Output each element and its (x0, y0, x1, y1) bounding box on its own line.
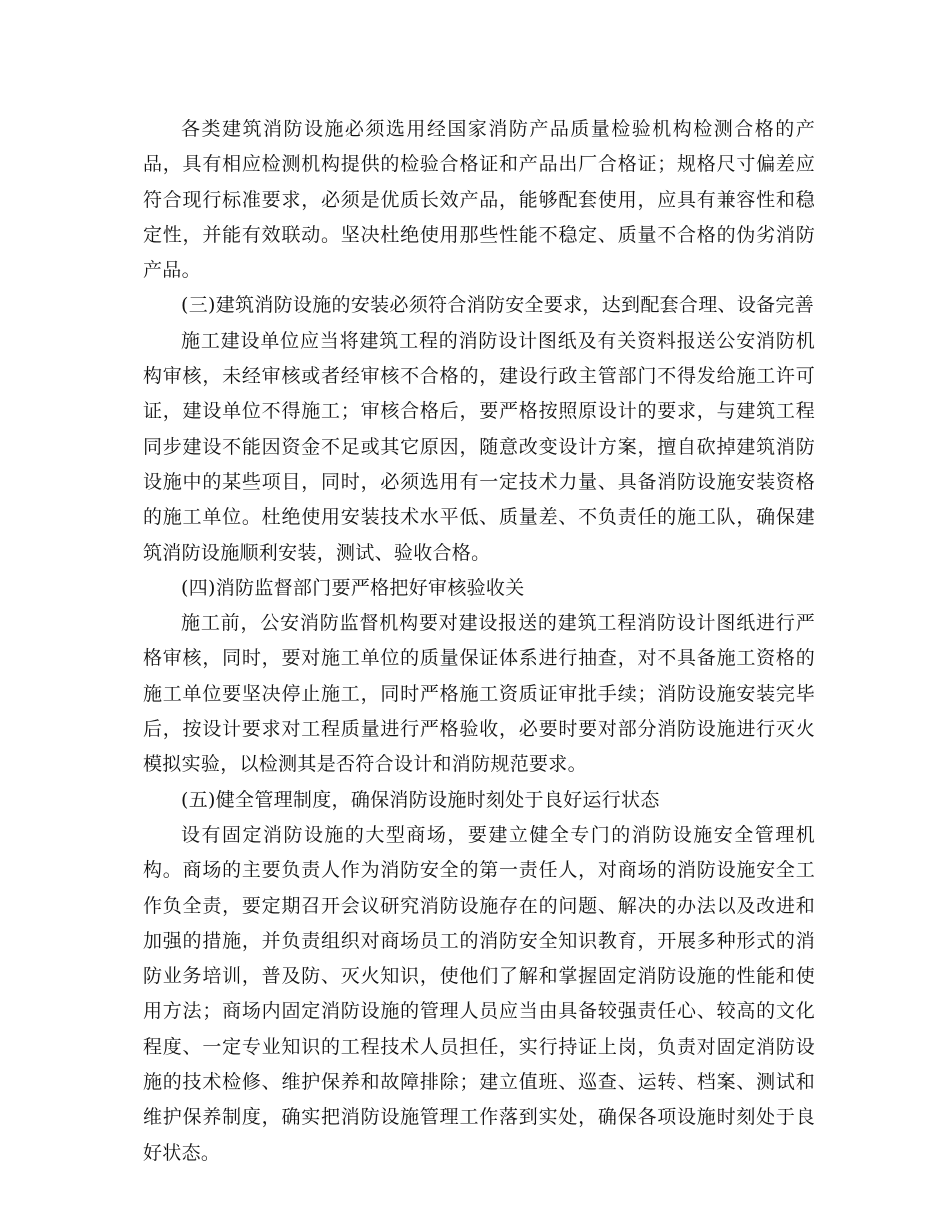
document-body (143, 112, 815, 1171)
paragraph-installation: 施工建设单位应当将建筑工程的消防设计图纸及有关资料报送公安消防机构审核，未经审核或者经审核不合格的，建设行政主管部门不得发给施工许可证，建设单位不得施工；审核合格后，要严格按照原设计的要求，与建筑工程同步建设不能因资金不足或其它原因，随意改变设计方案，擅自砍掉建筑消防设施中的某些项目，同时，必须选用有一定技术力量、具备消防设施安装资格的施工单位。杜绝使用安装技术水平低、质量差、不负责任的施工队，确保建筑消防设施顺利安装，测试、验收合格。 (143, 329, 815, 564)
paragraph-product-requirements: 各类建筑消防设施必须选用经国家消防产品质量检验机构检测合格的产品，具有相应检测机构提供的检验合格证和产品出厂合格证；规格尺寸偏差应符合现行标准要求，必须是优质长效产品，能够配套使用，应具有兼容性和稳定性，并能有效联动。坚决杜绝使用那些性能不稳定、质量不合格的伪劣消防产品。 (143, 118, 815, 282)
section-heading-5: (五)健全管理制度，确保消防设施时刻处于良好运行状态 (181, 788, 660, 811)
paragraph-supervision: 施工前，公安消防监督机构要对建设报送的建筑工程消防设计图纸进行严格审核，同时，要对施工单位的质量保证体系进行抽查，对不具备施工资格的施工单位要坚决停止施工，同时严格施工资质证审批手续；消防设施安装完毕后，按设计要求对工程质量进行严格验收，必要时要对部分消防设施进行灭火模拟实验，以检测其是否符合设计和消防规范要求。 (143, 612, 815, 776)
paragraph-management: 设有固定消防设施的大型商场，要建立健全专门的消防设施安全管理机构。商场的主要负责人作为消防安全的第一责任人，对商场的消防设施安全工作负全责，要定期召开会议研究消防设施存在的问题、解决的办法以及改进和加强的措施，并负责组织对商场员工的消防安全知识教育，开展多种形式的消防业务培训，普及防、灭火知识，使他们了解和掌握固定消防设施的性能和使用方法；商场内固定消防设施的管理人员应当由具备较强责任心、较高的文化程度、一定专业知识的工程技术人员担任，实行持证上岗，负责对固定消防设施的技术检修、维护保养和故障排除；建立值班、巡查、运转、档案、测试和维护保养制度，确实把消防设施管理工作落到实处，确保各项设施时刻处于良好状态。 (143, 823, 815, 1164)
section-heading-3: (三)建筑消防设施的安装必须符合消防安全要求，达到配套合理、设备完善 (181, 294, 815, 317)
section-heading-4: (四)消防监督部门要严格把好审核验收关 (181, 576, 525, 599)
